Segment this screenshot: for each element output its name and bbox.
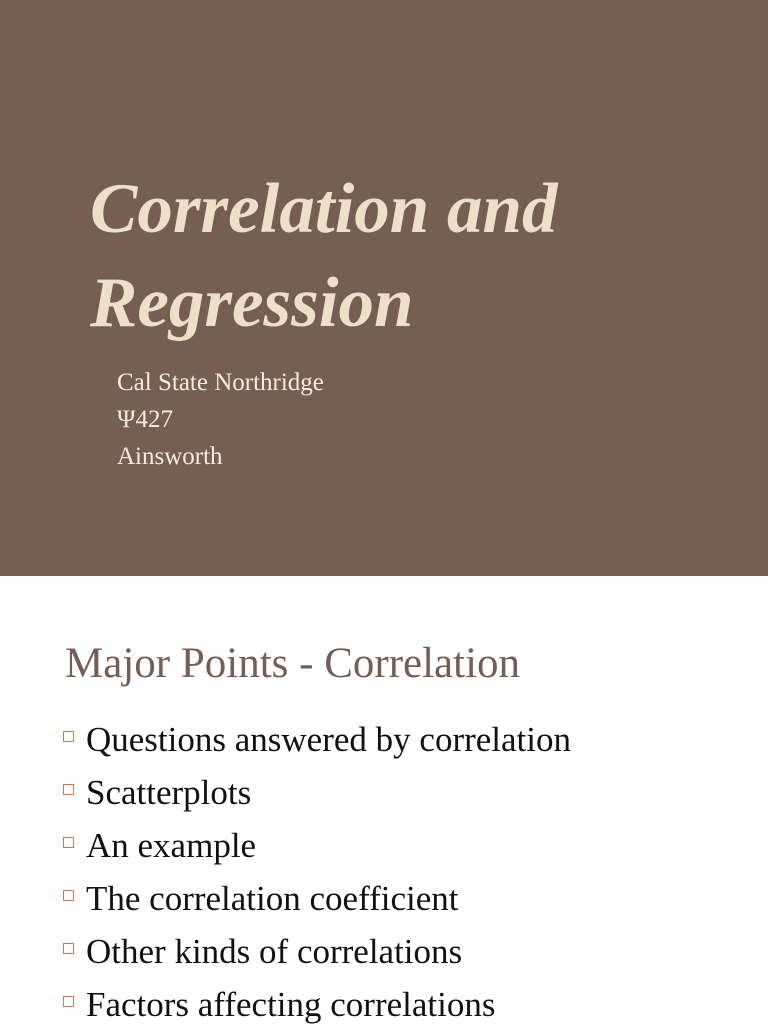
list-item: [60, 713, 571, 766]
subtitle-institution: Cal State Northridge: [117, 369, 324, 396]
hollow-square-bullet-icon: [63, 943, 74, 954]
bullet-text: Scatterplots: [86, 773, 252, 812]
subtitle-course: Ψ427: [117, 406, 173, 433]
presentation-title: [90, 162, 730, 350]
content-slide: [0, 576, 768, 1024]
subtitle-author: Ainsworth: [117, 443, 223, 470]
list-item: [60, 978, 571, 1024]
bullet-text: Other kinds of correlations: [86, 932, 463, 971]
list-item: [60, 766, 571, 819]
hollow-square-bullet-icon: [63, 837, 74, 848]
bullet-text: Factors affecting correlations: [86, 985, 496, 1024]
hollow-square-bullet-icon: [63, 784, 74, 795]
bullet-text: An example: [86, 826, 257, 865]
list-item: [60, 872, 571, 925]
bullet-text: Questions answered by correlation: [86, 720, 571, 759]
hollow-square-bullet-icon: [63, 996, 74, 1007]
slide-title: Major Points - Correlation: [65, 640, 521, 687]
title-line-2: Regression: [90, 264, 414, 342]
bullet-list: [60, 713, 571, 1024]
presentation-subtitle: [117, 364, 324, 475]
list-item: [60, 925, 571, 978]
title-line-1: Correlation and: [90, 170, 558, 248]
hollow-square-bullet-icon: [63, 731, 74, 742]
bullet-text: The correlation coefficient: [86, 879, 459, 918]
hollow-square-bullet-icon: [63, 890, 74, 901]
list-item: [60, 819, 571, 872]
